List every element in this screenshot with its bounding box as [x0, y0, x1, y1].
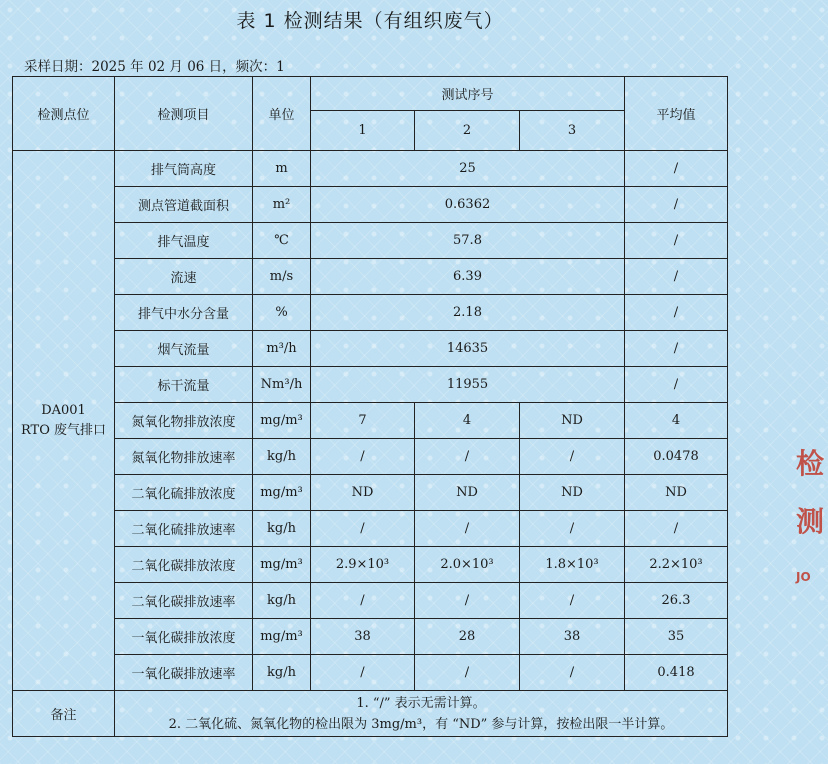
- sampling-info: [24, 55, 285, 75]
- table-row: [13, 187, 728, 223]
- note-line-1: 1. “/” 表示无需计算。: [356, 695, 486, 711]
- value-cell-2: 4: [415, 403, 520, 439]
- table-row: [13, 619, 728, 655]
- header-seq-3: 3: [520, 111, 625, 151]
- unit-cell: mg/m³: [253, 619, 311, 655]
- item-cell: 排气中水分含量: [115, 295, 253, 331]
- item-cell: 标干流量: [115, 367, 253, 403]
- table-row: [13, 547, 728, 583]
- red-seal-stamp: [788, 430, 828, 660]
- average-cell: 35: [625, 619, 728, 655]
- table-row: [13, 151, 728, 187]
- value-cell: 0.6362: [311, 187, 625, 223]
- value-cell: 14635: [311, 331, 625, 367]
- unit-cell: m: [253, 151, 311, 187]
- item-cell: 二氧化碳排放浓度: [115, 547, 253, 583]
- value-cell: 57.8: [311, 223, 625, 259]
- value-cell-1: /: [311, 583, 415, 619]
- value-cell-2: 2.0×10³: [415, 547, 520, 583]
- average-cell: /: [625, 331, 728, 367]
- item-cell: 排气筒高度: [115, 151, 253, 187]
- item-cell: 烟气流量: [115, 331, 253, 367]
- unit-cell: mg/m³: [253, 403, 311, 439]
- table-row: [13, 511, 728, 547]
- average-cell: 0.0478: [625, 439, 728, 475]
- unit-cell: Nm³/h: [253, 367, 311, 403]
- average-cell: /: [625, 511, 728, 547]
- item-cell: 一氧化碳排放速率: [115, 655, 253, 691]
- item-cell: 流速: [115, 259, 253, 295]
- value-cell-3: ND: [520, 403, 625, 439]
- notes-cell: [115, 691, 728, 737]
- table-row: [13, 439, 728, 475]
- header-test-seq: 测试序号: [311, 77, 625, 111]
- value-cell-2: /: [415, 655, 520, 691]
- location-id: DA001: [41, 402, 86, 418]
- header-seq-1: 1: [311, 111, 415, 151]
- table-row: [13, 475, 728, 511]
- unit-cell: mg/m³: [253, 547, 311, 583]
- location-name: RTO 废气排口: [20, 422, 107, 438]
- table-row: [13, 223, 728, 259]
- value-cell: 25: [311, 151, 625, 187]
- unit-cell: mg/m³: [253, 475, 311, 511]
- stamp-char-1: 检: [796, 447, 825, 480]
- table-row: [13, 403, 728, 439]
- header-unit: 单位: [253, 77, 311, 151]
- table-row: [13, 655, 728, 691]
- average-cell: /: [625, 223, 728, 259]
- unit-cell: m³/h: [253, 331, 311, 367]
- item-cell: 测点管道截面积: [115, 187, 253, 223]
- value-cell-3: /: [520, 583, 625, 619]
- value-cell-1: 7: [311, 403, 415, 439]
- average-cell: /: [625, 187, 728, 223]
- location-cell: [13, 151, 115, 691]
- average-cell: /: [625, 151, 728, 187]
- value-cell: 2.18: [311, 295, 625, 331]
- item-cell: 排气温度: [115, 223, 253, 259]
- item-cell: 氮氧化物排放浓度: [115, 403, 253, 439]
- table-row: [13, 331, 728, 367]
- result-table: [12, 76, 728, 737]
- value-cell-3: 1.8×10³: [520, 547, 625, 583]
- unit-cell: %: [253, 295, 311, 331]
- notes-label: 备注: [13, 691, 115, 737]
- unit-cell: m/s: [253, 259, 311, 295]
- value-cell-3: ND: [520, 475, 625, 511]
- value-cell-1: ND: [311, 475, 415, 511]
- unit-cell: kg/h: [253, 655, 311, 691]
- average-cell: 0.418: [625, 655, 728, 691]
- note-line-2: 2. 二氧化硫、氮氧化物的检出限为 3mg/m³，有 “ND” 参与计算，按检出限一半计算。: [168, 716, 674, 732]
- average-cell: ND: [625, 475, 728, 511]
- table-row: [13, 583, 728, 619]
- item-cell: 二氧化硫排放速率: [115, 511, 253, 547]
- value-cell-1: /: [311, 655, 415, 691]
- table-title: 表 1 检测结果（有组织废气）: [236, 10, 504, 32]
- value-cell-1: 2.9×10³: [311, 547, 415, 583]
- average-cell: /: [625, 295, 728, 331]
- unit-cell: kg/h: [253, 583, 311, 619]
- average-cell: 4: [625, 403, 728, 439]
- item-cell: 一氧化碳排放浓度: [115, 619, 253, 655]
- sampling-date-label: 采样日期：2025 年 02 月 06 日，频次：1: [24, 59, 285, 75]
- item-cell: 二氧化硫排放浓度: [115, 475, 253, 511]
- unit-cell: kg/h: [253, 439, 311, 475]
- header-seq-2: 2: [415, 111, 520, 151]
- table-row: [13, 259, 728, 295]
- average-cell: 26.3: [625, 583, 728, 619]
- value-cell-2: ND: [415, 475, 520, 511]
- value-cell: 6.39: [311, 259, 625, 295]
- value-cell-1: /: [311, 511, 415, 547]
- table-row: [13, 295, 728, 331]
- unit-cell: m²: [253, 187, 311, 223]
- item-cell: 二氧化碳排放速率: [115, 583, 253, 619]
- header-average: 平均值: [625, 77, 728, 151]
- value-cell-3: 38: [520, 619, 625, 655]
- average-cell: /: [625, 259, 728, 295]
- value-cell-3: /: [520, 439, 625, 475]
- value-cell-1: /: [311, 439, 415, 475]
- value-cell-2: /: [415, 583, 520, 619]
- stamp-char-3: JO: [796, 570, 811, 584]
- notes-row: [13, 691, 728, 737]
- value-cell-3: /: [520, 655, 625, 691]
- header-location: 检测点位: [13, 77, 115, 151]
- value-cell-2: /: [415, 439, 520, 475]
- value-cell-1: 38: [311, 619, 415, 655]
- stamp-char-2: 测: [796, 505, 825, 538]
- value-cell-3: /: [520, 511, 625, 547]
- header-item: 检测项目: [115, 77, 253, 151]
- value-cell-2: /: [415, 511, 520, 547]
- item-cell: 氮氧化物排放速率: [115, 439, 253, 475]
- table-row: [13, 367, 728, 403]
- unit-cell: kg/h: [253, 511, 311, 547]
- average-cell: /: [625, 367, 728, 403]
- value-cell-2: 28: [415, 619, 520, 655]
- average-cell: 2.2×10³: [625, 547, 728, 583]
- value-cell: 11955: [311, 367, 625, 403]
- unit-cell: ℃: [253, 223, 311, 259]
